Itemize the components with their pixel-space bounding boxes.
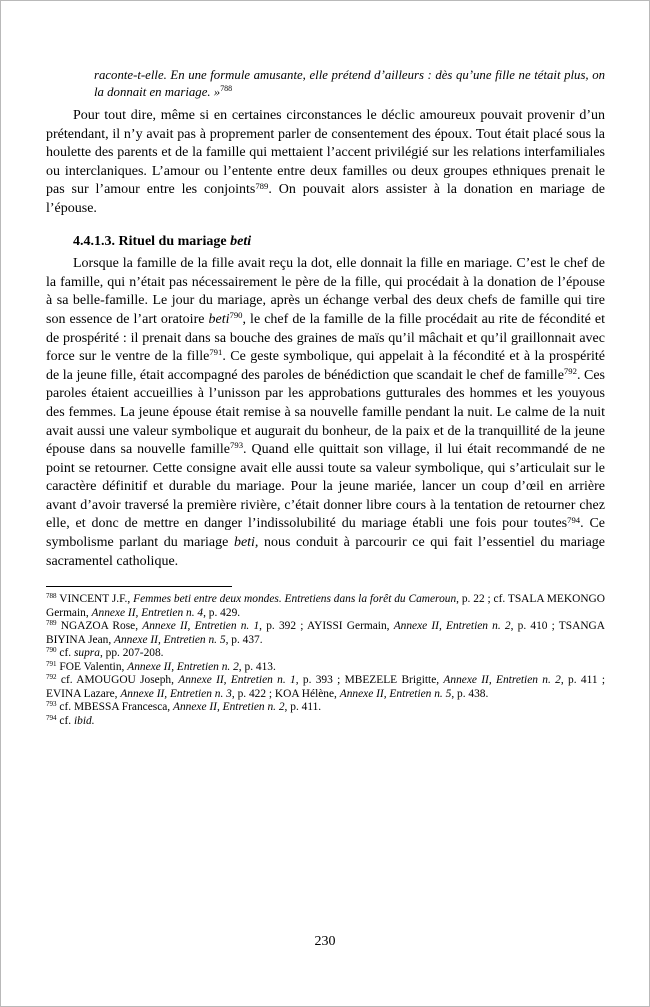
- footnote-791: $^{791}$ FOE Valentin, Annexe II, Entretien n. 2, p. 413.: [46, 659, 276, 673]
- footnote-ref: 788: [46, 592, 57, 601]
- footnote-ref: 791: [209, 347, 223, 358]
- footnote-ref: 789: [46, 619, 57, 628]
- footnotes-section: [46, 593, 605, 728]
- block-quote: raconte-t-elle. En une formule amusante, elle prétend d’ailleurs : dès qu’une fille ne tétait plus, on la donnait en mariage. »$^{788}$: [94, 68, 605, 99]
- footnote-793: $^{793}$ cf. MBESSA Francesca, Annexe II, Entretien n. 2, p. 411.: [46, 700, 322, 714]
- footnote-794: $^{794}$ cf. ibid.: [46, 713, 95, 727]
- footnote-790: $^{790}$ cf. supra, pp. 207-208.: [46, 646, 164, 660]
- footnote-separator: [46, 586, 232, 587]
- footnote-ref: 790: [229, 310, 243, 321]
- page-content: [1, 1, 649, 728]
- footnote-ref: 791: [46, 659, 57, 668]
- footnote-792: $^{792}$ cf. AMOUGOU Joseph, Annexe II, Entretien n. 1, p. 393 ; MBEZELE Brigitte, Annexe II, Entretien n. 2, p. 411 ; EVINA Lazare, Annexe II, Entretien n. 3, p. 422 ; KOA Hélène, Annexe II, Entretien n. 5, p. 438.: [46, 673, 606, 700]
- footnote-ref: 794: [567, 514, 581, 525]
- footnote-ref: 793: [230, 440, 244, 451]
- paragraph-ritual: Lorsque la famille de la fille avait reçu la dot, elle donnait la fille en mariage. C’est le chef de la famille, qui n’était pas nécessairement le père de la fille, qui procédait à la donation de l’épouse à sa belle-famille. Le jour du mariage, après un échange verbal des deux chefs de famille qui tire son essence de l’art oratoire beti$^{790}$, le chef de la famille de la fille procédait au rite de fécondité et de prospérité : il prenait dans sa bouche des graines de maïs qu’il mâchait et qu’il graillonnait avec force sur le ventre de la fille$^{791}$. Ce geste symbolique, qui appelait à la fécondité et à la prospérité de la jeune fille, était accompagné des paroles de bénédiction que scandait le chef de famille$^{792}$. Ces paroles étaient accueillies à l’unisson par les approbations gutturales des hommes et les youyous des femmes. La jeune épouse était remise à sa nouvelle famille pendant la nuit. Le calme de la nuit avait aussi une valeur symbolique et augurait du bonheur, de la paix et de la tranquillité de la jeune épouse dans sa nouvelle famille$^{793}$. Quand elle quittait son village, il lui était recommandé de ne point se retourner. Cette consigne avait elle aussi toute sa valeur symbolique, qui s’articulait sur le caractère définitif et durable du mariage. Pour la jeune mariée, lancer un coup d’œil en arrière avant d’avoir traversé la première rivière, c’était donner libre cours à la tentation de retourner chez elle, et donc de mettre en danger l’indissolubilité du mariage établi une fois pour toutes$^{794}$. Ce symbolisme parlant du mariage beti, nous conduit à parcourir ce qui fait l’essentiel du mariage sacramentel catholique.: [46, 256, 606, 569]
- footnote-ref: 793: [46, 700, 57, 709]
- footnote-789: $^{789}$ NGAZOA Rose, Annexe II, Entretien n. 1, p. 392 ; AYISSI Germain, Annexe II, Entretien n. 2, p. 410 ; TSANGA BIYINA Jean, Annexe II, Entretien n. 5, p. 437.: [46, 619, 606, 646]
- footnote-ref: 790: [46, 646, 57, 655]
- footnote-ref: 792: [563, 365, 577, 376]
- footnote-788: $^{788}$ VINCENT J.F., Femmes beti entre deux mondes. Entretiens dans la forêt du Cameroun, p. 22 ; cf. TSALA MEKONGO Germain, Annexe II, Entretien n. 4, p. 429.: [46, 592, 605, 619]
- footnote-ref: 792: [46, 673, 57, 682]
- section-heading: 4.4.1.3. Rituel du mariage beti: [73, 233, 252, 249]
- footnote-ref: 794: [46, 713, 57, 722]
- footnote-ref: 788: [220, 84, 233, 94]
- footnote-ref: 789: [255, 180, 269, 191]
- paragraph-intro: Pour tout dire, même si en certaines circonstances le déclic amoureux pouvait provenir d’un prétendant, il n’y avait pas à proprement parler de consentement des époux. Tout était placé sous la houlette des parents et de la famille qui mettaient l’accent privilégié sur les relations interfamiliales ou interclaniques. L’amour ou l’entente entre deux familles ou deux groupes ethniques prenait le pas sur l’amour entre les conjoints$^{789}$. On pouvait alors assister à la donation en mariage de l’épouse.: [46, 108, 605, 216]
- page-number: 230: [314, 934, 336, 949]
